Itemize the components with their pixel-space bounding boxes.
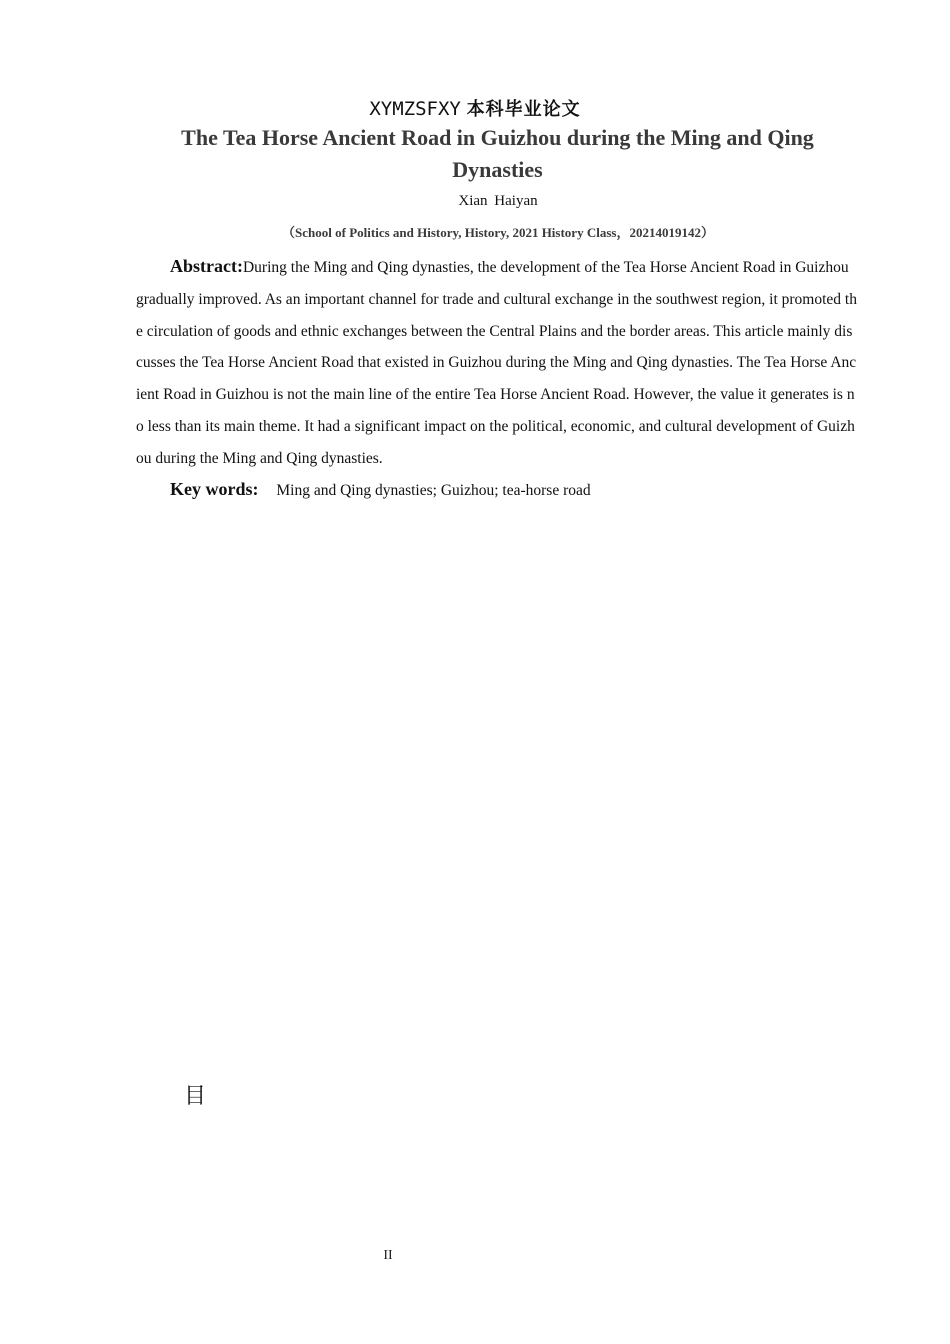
keywords-text: Ming and Qing dynasties; Guizhou; tea-horse road [276, 482, 591, 499]
abstract-label: Abstract: [170, 256, 243, 276]
header-label: 本科毕业论文 [466, 99, 581, 120]
table-of-contents-heading: 目 [184, 1084, 207, 1109]
keywords-line [170, 476, 860, 504]
keywords-label: Key words: [170, 479, 259, 499]
header-code: XYMZSFXY [369, 98, 461, 120]
author-affiliation: （School of Politics and History, History, 2021 History Class，20214019142） [282, 225, 714, 240]
abstract-text: During the Ming and Qing dynasties, the development of the Tea Horse Ancient Road in Guizhou gradually improved. As an important channel for trade and cultural exchange in the southwest region, it promoted the circulation of goods and ethnic exchanges between the Central Plains and the border areas. This article mainly discusses the Tea Horse Ancient Road that existed in Guizhou during the Ming and Qing dynasties. The Tea Horse Ancient Road in Guizhou is not the main line of the entire Tea Horse Ancient Road. However, the value it generates is no less than its main theme. It had a significant impact on the political, economic, and cultural development of Guizhou during the Ming and Qing dynasties. [136, 259, 857, 467]
author-name: Xian Haiyan [458, 193, 538, 209]
abstract-paragraph [136, 251, 858, 475]
thesis-header [0, 94, 950, 124]
paper-title: The Tea Horse Ancient Road in Guizhou during the Ming and Qing Dynasties [181, 125, 814, 182]
page-number: II [383, 1248, 393, 1263]
